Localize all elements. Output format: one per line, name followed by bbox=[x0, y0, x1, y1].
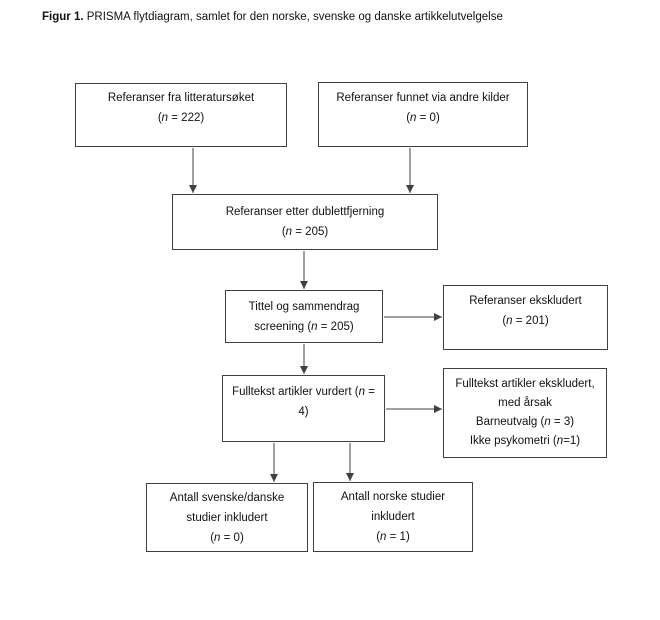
box-line: Fulltekst artikler vurdert (n = bbox=[232, 385, 375, 398]
box-line: (n = 0) bbox=[406, 111, 440, 124]
box-line: (n = 0) bbox=[210, 531, 244, 544]
box-fulltext-articles-excluded bbox=[443, 368, 607, 458]
box-line: med årsak bbox=[498, 397, 552, 409]
box-line: inkludert bbox=[371, 511, 415, 523]
box-line: 4) bbox=[298, 405, 309, 418]
box-line: Antall svenske/danske bbox=[169, 491, 285, 504]
figure-title bbox=[42, 11, 503, 23]
box-references-other-sources bbox=[318, 82, 528, 147]
box-line: (n = 222) bbox=[157, 112, 205, 124]
box-references-after-duplicate-removal bbox=[172, 194, 438, 250]
box-line: Fulltekst artikler ekskludert, bbox=[455, 378, 595, 390]
box-references-from-literature-search bbox=[75, 83, 287, 147]
box-line: Ikke psykometri (n=1) bbox=[469, 435, 581, 447]
box-swedish-danish-studies-included bbox=[146, 483, 308, 552]
box-line: Referanser etter dublettfjerning bbox=[225, 206, 385, 218]
figure-label: Figur 1. bbox=[42, 11, 84, 23]
box-line: studier inkludert bbox=[186, 511, 268, 524]
box-line: Referanser fra litteratursøket bbox=[107, 92, 255, 104]
box-title-abstract-screening bbox=[225, 290, 383, 343]
box-line: Tittel og sammendrag bbox=[248, 300, 360, 313]
box-line: Antall norske studier bbox=[340, 491, 446, 503]
box-norwegian-studies-included bbox=[313, 482, 473, 552]
box-references-excluded bbox=[443, 285, 608, 350]
box-line: (n = 201) bbox=[502, 314, 549, 327]
figure-title-text: PRISMA flytdiagram, samlet for den norske, svenske og danske artikkelutvelgelse bbox=[83, 11, 503, 23]
box-line: Referanser ekskludert bbox=[469, 294, 582, 307]
box-fulltext-articles-assessed bbox=[222, 375, 385, 442]
box-line: (n = 1) bbox=[376, 531, 410, 543]
box-line: (n = 205) bbox=[281, 226, 329, 238]
box-line: Referanser funnet via andre kilder bbox=[336, 91, 510, 104]
box-line: screening (n = 205) bbox=[254, 320, 354, 333]
box-line: Barneutvalg (n = 3) bbox=[475, 416, 575, 428]
